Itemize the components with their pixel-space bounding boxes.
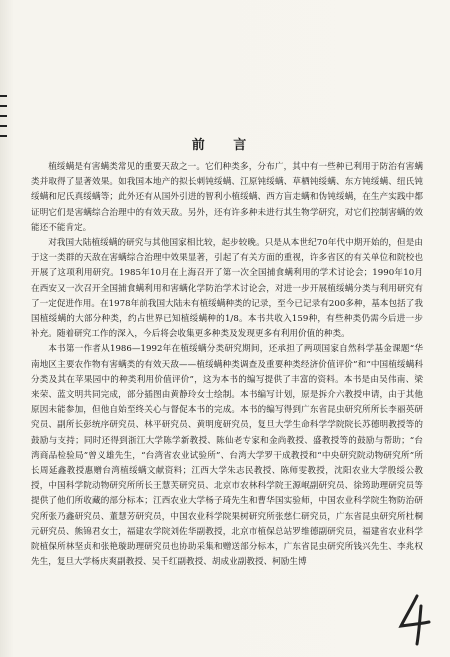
handwritten-four-icon bbox=[395, 592, 435, 647]
body-text bbox=[31, 160, 423, 570]
page-title: 前 言 bbox=[191, 138, 259, 153]
handwritten-page-number bbox=[395, 592, 435, 647]
paragraph: 植绥螨是有害螨类常见的重要天敌之一。它们种类多，分布广，其中有一些种已利用于防治有害螨类并取得了显著效果。如我国本地产的拟长刺钝绥螨、江原钝绥螨、草栖钝绥螨、东方钝绥螨、纽氏钝绥螨和尼氏真绥螨等；此外还有从国外引进的智利小植绥螨、西方盲走螨和伪钝绥螨，在生产实践中都证明它们是害螨综合治理中的有效天敌。另外，还有许多种未进行其生物学研究，对它们控制害螨的效能还不能肯定。 bbox=[31, 162, 423, 233]
paragraph: 本书第一作者从1986—1992年在植绥螨分类研究期间，还承担了两项国家自然科学基金课题“华南地区主要农作物有害螨类的有效天敌——植绥螨种类调查及重要种类经济价值评价”和“中国植绥螨科分类及其在苹果园中的种类利用价值评价”，这为本书的编写提供了丰富的资料。本书是由吴伟南、梁来荣、蓝文明共同完成，部分插图由黄静玲女士绘制。本书编写计划，原是拆介六教授申请，由于其他原因未能参加，但他自始至终关心与督促本书的完成。本书的编写得到广东省昆虫研究所所长李丽英研究员、副所长彭统序研究员、林平研究员、黄明度研究员，复旦大学生命科学学院院长苏德明教授等的鼓励与支持；同时还得到浙江大学陈学新教授、陈仙老专家和金尚教授、盛教授等的鼓励与帮助；“台湾商品检验局”曾义雄先生，“台湾省农业试验所”、台湾大学罗干成教授和“中央研究院动物研究所”所长周延鑫教授惠赠台湾植绥螨文献资料；江西大学朱志民教授、陈师雯教授，沈阳农业大学殷绥公教授，中国科学院动物研究所所长王慧芙研究员、北京市农林科学院王源岷副研究员、徐筠助理研究员等提供了他们所收藏的部分标本；江西农业大学杨子琦先生和曹华国实验师，中国农业科学院生物防治研究所张乃鑫研究员、董慧芳研究员，中国农业科学院果树研究所张慈仁研究员，广东省昆虫研究所杜桐元研究员、熊锦君女士，福建农学院刘佐华副教授，北京市植保总站罗维德副研究员，福建省农业科学院植保所林坚贞和张艳璇助理研究员也协助采集和赠送部分标本，广东省昆虫研究所钱兴先生、李兆权先生，复旦大学杨庆爽副教授、吴千红副教授、胡成业副教授、柯励生博 bbox=[31, 344, 423, 568]
paragraph: 对我国大陆植绥螨的研究与其他国家相比较，起步较晚。只是从本世纪70年代中期开始的，但是由于这一类群的天敌在害螨综合治理中效果显著，引起了有关方面的重视，许多省区的有关单位和院校也开展了这项利用研究。1985年10月在上海召开了第一次全国捕食螨利用的学术讨论会；1990年10月在西安又一次召开全国捕食螨利用和害螨化学防治学术讨论会，对进一步开展植绥螨分类与利用研究有了一定促进作用。在1978年前我国大陆未有植绥螨种类的记录，至今已记录有200多种，基本包括了我国植绥螨的大部分种类，约占世界已知植绥螨种的1/8。本书共收入159种，有些种类仍需今后进一步补充。随着研究工作的深入，今后将会收集更多种类及发现更多有利用价值的种类。 bbox=[31, 238, 423, 340]
